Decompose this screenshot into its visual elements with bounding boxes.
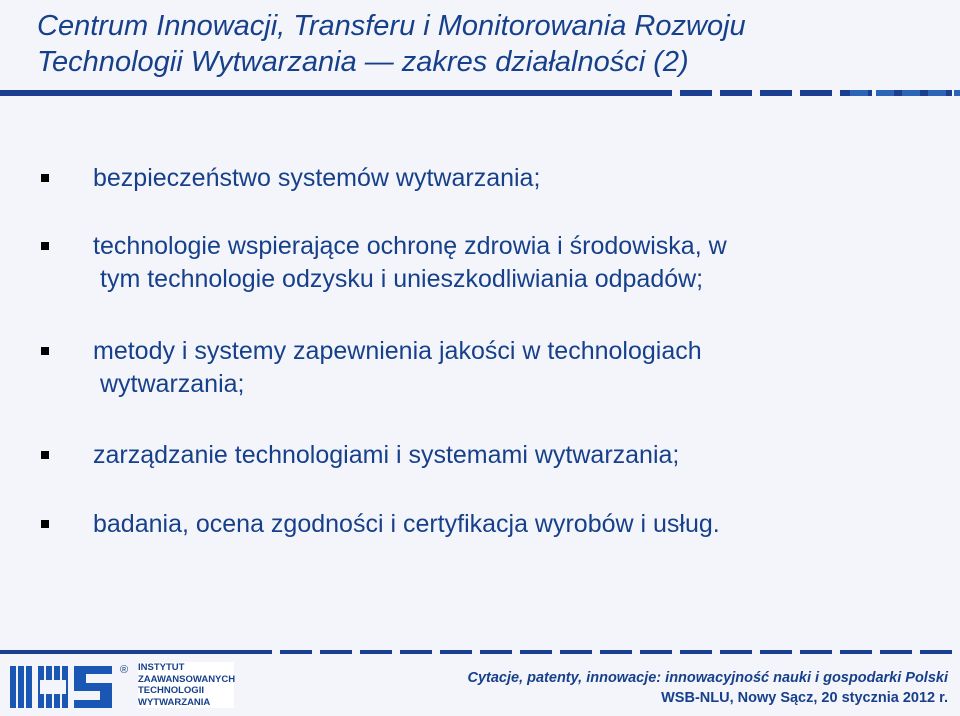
item-text: technologie wspierające ochronę zdrowia i środowiska, w	[93, 232, 727, 260]
slide-footer	[0, 650, 960, 716]
item-text-continued: wytwarzania;	[100, 370, 245, 398]
bullet-square-icon	[41, 347, 49, 355]
institute-logo	[8, 662, 234, 712]
item-text: zarządzanie technologiami i systemami wytwarzania;	[93, 441, 680, 469]
bullet-square-icon	[41, 242, 49, 250]
bullet-square-icon	[41, 174, 49, 182]
item-text: badania, ocena zgodności i certyfikacja wyrobów i usług.	[93, 510, 720, 538]
institute-name: INSTYTUT ZAAWANSOWANYCH TECHNOLOGII WYTWARZANIA	[138, 662, 236, 708]
title-line-1: Centrum Innowacji, Transferu i Monitorowania Rozwoju	[37, 10, 746, 42]
item-text: bezpieczeństwo systemów wytwarzania;	[93, 164, 541, 192]
bullet-square-icon	[41, 451, 49, 459]
ios-logo-icon	[8, 662, 118, 712]
title-divider	[0, 90, 960, 96]
footer-conference-title: Cytacje, patenty, innowacje: innowacyjność nauki i gospodarki Polski	[467, 670, 948, 686]
title-line-2: Technologii Wytwarzania — zakres działalności (2)	[37, 46, 689, 78]
footer-venue-date: WSB-NLU, Nowy Sącz, 20 stycznia 2012 r.	[661, 690, 948, 706]
slide-title	[37, 8, 947, 80]
item-text-continued: tym technologie odzysku i unieszkodliwiania odpadów;	[100, 265, 704, 293]
registered-mark: ®	[120, 664, 129, 676]
item-text: metody i systemy zapewnienia jakości w technologiach	[93, 337, 702, 365]
bullet-square-icon	[41, 520, 49, 528]
